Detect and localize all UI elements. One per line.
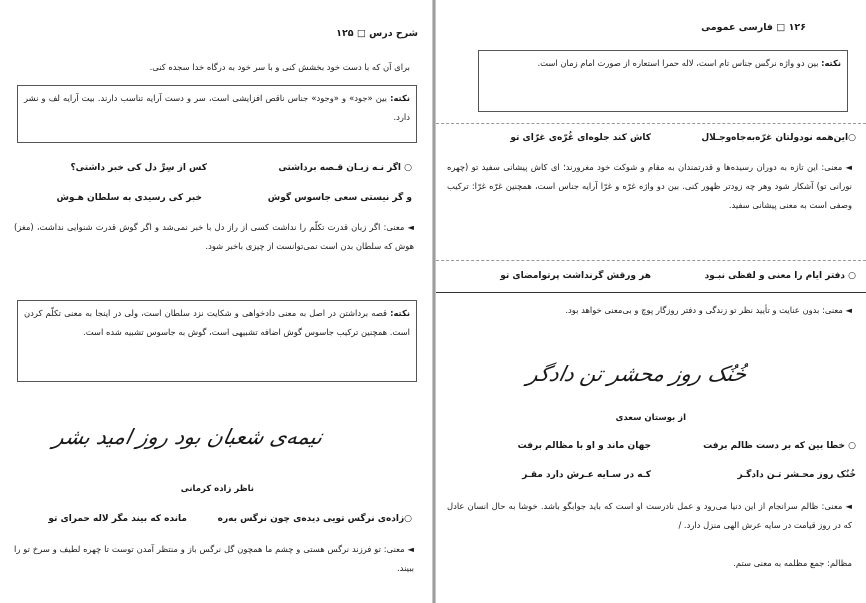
note-label: نکته: — [390, 93, 410, 103]
verse-hemistich-left: کاش کند جلوه‌ای غُرّه‌ی غرّای تو — [510, 133, 651, 143]
verse-hemistich-left: خبر کی رسیدی به سلطان هـوش — [56, 193, 202, 203]
page-header: ۱۲۶ □ فارسی عمومی — [701, 22, 806, 33]
verse-hemistich-right: خُنُک روز محـشر تـن دادگـر — [737, 470, 856, 480]
verse-hemistich-right: ○زاده‌ی نرگس تویی دیده‌ی چون نرگس به‌ره — [217, 514, 412, 524]
note-text: قصه برداشتن در اصل به معنی دادخواهی و شکایت نزد سلطان است، ولی در اینجا به معنی تکلّم کردن است. همچنین ترکیب جاسوس گوش اضافه تشبیهی است، گوش به جاسوس تشبیه شده است. — [24, 308, 410, 337]
note-text: بین «جود» و «وجود» جناس ناقص افزایشی است، سر و دست آرایه تناسب دارند. بیت آرایه لف و نشر دارد. — [24, 93, 410, 122]
verse-hemistich-left: کس از سِرِّ دل کی خبر داشتی؟ — [70, 163, 207, 173]
note-label: نکته: — [390, 308, 410, 318]
meaning-text: ◄ معنی: اگر زبان قدرت تکلّم را نداشت کسی از راز دل با خبر نمی‌شد و اگر گوش قدرت شنوایی نداشت، (مغز) هوش که سلطان بدن است نمی‌توانست از چیزی باخبر شود. — [14, 222, 414, 251]
verse-hemistich-right: ○ دفتر ایام را معنی و لفظی نبـود — [704, 271, 856, 281]
left-page — [0, 0, 432, 603]
divider — [436, 260, 866, 261]
verse-hemistich-left: جهان ماند و او با مظالم برفت — [517, 441, 651, 451]
verse-hemistich-right: ○این‌همه نودولتان غرّه‌به‌جاه‌وجـلال — [701, 133, 856, 143]
meaning-text: مظالم: جمع مظلمه به معنی ستم. — [733, 558, 852, 568]
verse-hemistich-left: مانده که بیند مگر لاله حمرای تو — [48, 514, 187, 524]
divider — [436, 292, 866, 293]
poem-title: خُنُک روز محشر تن دادگر — [525, 362, 749, 386]
verse-hemistich-right: ○ خطا بین که بر دست ظالم برفت — [703, 441, 856, 451]
note-label: نکته: — [821, 58, 841, 68]
right-page — [436, 0, 866, 603]
meaning-text: ◄ معنی: این تازه به دوران رسیده‌ها و قدرتمندان به مقام و شوکت خود مغرورند؛ ای کاش پیشانی سفید تو (چهره نورانی تو) آشکار شود وهر چه زودتر ظهور کنی. بین دو واژه غرّه و غرّا آرایه جناس است، همچنین غرّه غرّا: ترکیب وصفی است به معنی پیشانی سفید. — [447, 162, 852, 210]
page-header: شرح درس □ ۱۲۵ — [336, 28, 418, 39]
note-text: بین دو واژه نرگس جناس تام است، لاله حمرا استعاره از صورت امام زمان است. — [537, 58, 819, 68]
meaning-text: ◄ معنی: ظالم سرانجام از این دنیا می‌رود و عمل نادرست او است که باید جوابگو باشد. خوشا به حال انسان عادل که در روز قیامت در سایه عرش الهی منزل دارد. / — [447, 501, 852, 530]
note-box — [478, 50, 848, 112]
verse-hemistich-right: ○ اگر نـه زبـان قـصه برداشتی — [278, 163, 412, 173]
note-box — [17, 85, 417, 143]
verse-hemistich-right: و گر نیستی سعی جاسوس گوش — [267, 193, 412, 203]
note-box — [17, 300, 417, 382]
meaning-text: ◄ معنی: بدون عنایت و تأیید نظر تو زندگی و دفتر روزگار پوچ و بی‌معنی خواهد بود. — [565, 305, 852, 315]
poet-name: ناظر زاده کرمانی — [180, 484, 254, 494]
intro-text: برای آن که با دست خود بخشش کنی و با سر خود به درگاه خدا سجده کنی. — [149, 62, 410, 72]
meaning-text: ◄ معنی: تو فرزند نرگس هستی و چشم ما همچون گل نرگس باز و منتظر آمدن توست تا چهره لطیف و سرخ تو را ببیند. — [14, 544, 414, 573]
source-name: از بوستان سعدی — [615, 413, 686, 423]
verse-hemistich-left: کـه در سـایه عـرش دارد مقـر — [522, 470, 651, 480]
verse-hemistich-left: هر ورقش گرنداشت پرتوامضای تو — [500, 271, 651, 281]
poem-title: نیمه‌ی شعبان بود روز امید بشر — [51, 425, 325, 449]
divider — [436, 123, 866, 124]
